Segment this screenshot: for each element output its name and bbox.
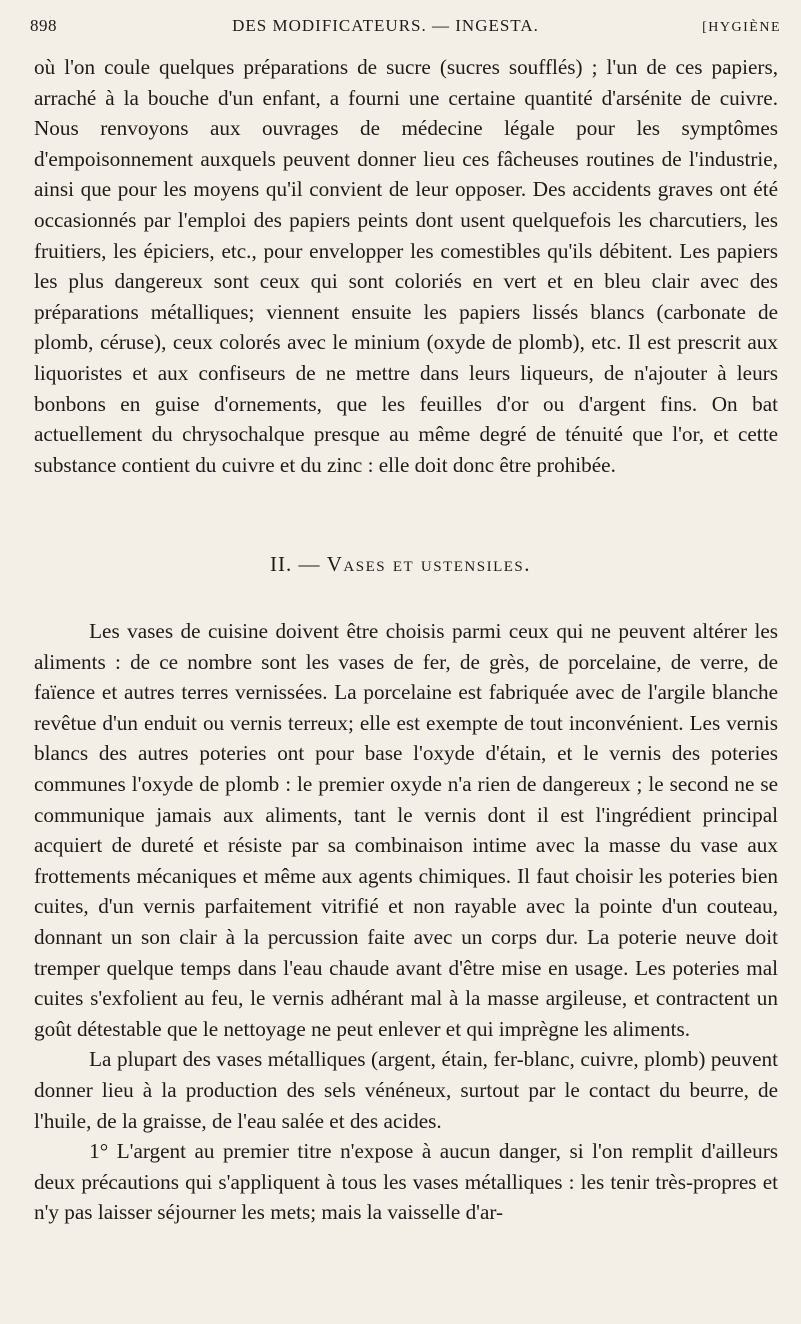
paragraph-silver: 1° L'argent au premier titre n'expose à aucun danger, si l'on remplit d'ailleurs deux précautions qui s'appliquent à tous les vases métalliques : les tenir très-propres et n'y pas laisser séjourner les mets; mais la vaisselle d'ar-: [34, 1139, 778, 1225]
section-number: II. —: [269, 552, 321, 576]
paragraph-continued: où l'on coule quelques préparations de sucre (sucres soufflés) ; l'un de ces papiers, arraché à la bouche d'un enfant, a fourni une certaine quantité d'arsénite de cuivre. Nous renvoyons aux ouvrages de médecine légale pour les symptômes d'empoisonnement auxquels peuvent donner lieu ces fâcheuses routines de l'industrie, ainsi que pour les moyens qu'il convient de leur opposer. Des accidents graves ont été occasionnés par l'emploi des papiers peints dont usent quelquefois les charcutiers, les fruitiers, les épiciers, etc., pour envelopper les comestibles qu'ils débitent. Les papiers les plus dangereux sont ceux qui sont coloriés en vert et en bleu clair avec des préparations métalliques; viennent ensuite les papiers lissés blancs (carbonate de plomb, céruse), ceux colorés avec le minium (oxyde de plomb), etc. Il est prescrit aux liquoristes et aux confiseurs de ne mettre dans leurs liqueurs, de n'ajouter à leurs bonbons en guise d'ornements, que les feuilles d'or ou d'argent fins. On bat actuellement du chrysochalque presque au même degré de ténuité que l'or, et cette substance contient du cuivre et du zinc : elle doit donc être prohibée.: [34, 55, 778, 477]
running-title: DES MODIFICATEURS. — INGESTA.: [232, 16, 539, 35]
text-block-top: [34, 52, 778, 480]
paragraph-vases: Les vases de cuisine doivent être choisis parmi ceux qui ne peuvent altérer les aliments : de ce nombre sont les vases de fer, de grès, de porcelaine, de verre, de faïence et autres terres vernissées. La porcelaine est fabriquée avec de l'argile blanche revêtue d'un enduit ou vernis terreux; elle est exempte de tout inconvénient. Les vernis blancs des autres poteries ont pour base l'oxyde d'étain, et le vernis des poteries communes l'oxyde de plomb : le premier oxyde n'a rien de dangereux ; le second ne se communique jamais aux aliments, tant le vernis dont il est l'ingrédient principal acquiert de dureté et résiste par sa combinaison intime avec la masse du vase aux frottements mécaniques et même aux agents chimiques. Il faut choisir les poteries bien cuites, d'un vernis parfaitement vitrifié et non rayable avec la pointe d'un couteau, donnant un son clair à la percussion faite avec un corps dur. La poterie neuve doit tremper quelque temps dans l'eau chaude avant d'être mise en usage. Les poteries mal cuites s'exfolient au feu, le vernis adhérant mal à la masse argileuse, et contractent un goût détestable que le nettoyage ne peut enlever et qui imprègne les aliments.: [34, 619, 778, 1041]
section-tag: [HYGIÈNE: [702, 20, 781, 35]
running-head: [30, 16, 781, 42]
text-block-bottom: [34, 616, 778, 1228]
section-heading: [0, 552, 801, 577]
page-number: 898: [30, 16, 57, 35]
paragraph-metal-vessels: La plupart des vases métalliques (argent, étain, fer-blanc, cuivre, plomb) peuvent donner lieu à la production des sels vénéneux, surtout par le contact du beurre, de l'huile, de la graisse, de l'eau salée et des acides.: [34, 1047, 778, 1133]
section-title: Vases et ustensiles.: [326, 552, 531, 576]
